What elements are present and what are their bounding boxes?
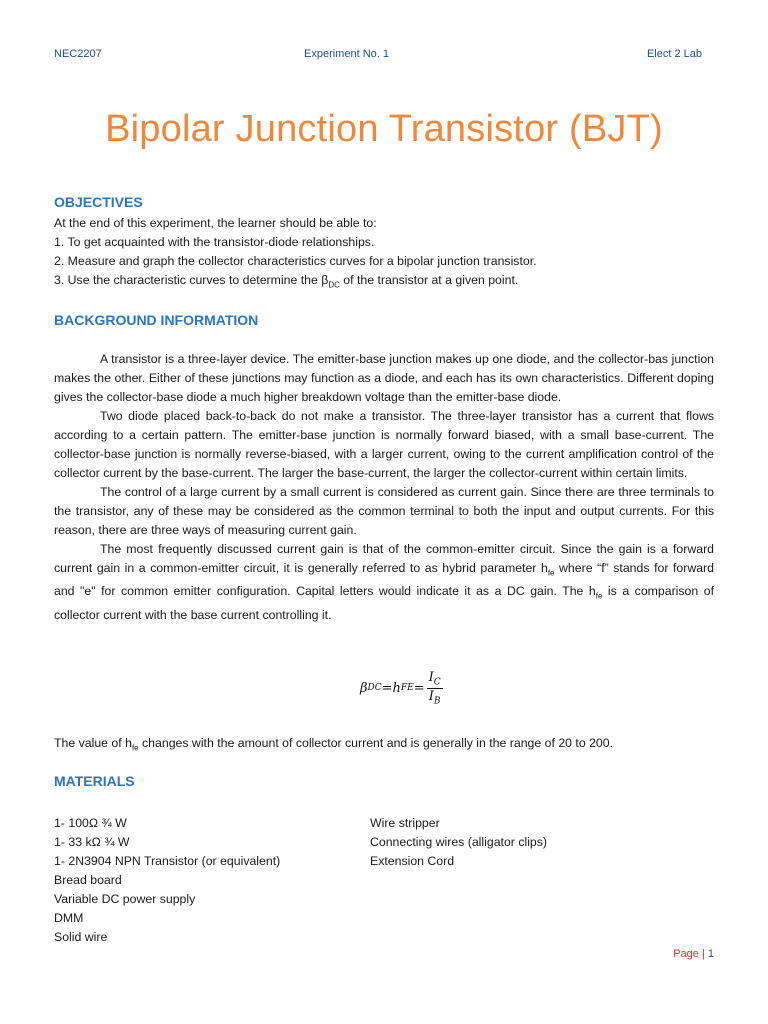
material-item: Connecting wires (alligator clips) [370, 835, 548, 849]
material-item: DMM [54, 911, 84, 925]
formula-equals-2: = [413, 680, 425, 696]
page-header [54, 48, 714, 64]
material-item: Bread board [54, 873, 122, 887]
hfe-range-text [54, 734, 714, 757]
beta-formula [360, 670, 443, 706]
hfe-subscript-2: fe [595, 591, 603, 601]
material-item: Extension Cord [370, 854, 455, 868]
hfe-subscript-3: fe [131, 743, 139, 753]
formula-h-subscript: FE [400, 683, 414, 694]
formula-numerator [427, 670, 443, 689]
materials-heading: MATERIALS [54, 773, 135, 789]
hfe-range-text-a: The value of h [54, 736, 132, 750]
formula-denominator [427, 689, 443, 707]
objective-item-2: 2. Measure and graph the collector characteristics curves for a bipolar junction transistor. [54, 254, 537, 268]
numerator-subscript: C [433, 677, 441, 688]
hfe-range-text-b: changes with the amount of collector current and is generally in the range of 20 to 200. [138, 736, 614, 750]
formula-equals-1: = [381, 680, 393, 696]
background-paragraph-2: Two diode placed back-to-back do not make a transistor. The three-layer transistor has a current that flows according to a certain pattern. The emitter-base junction is normally forward biased, with a small base-current. The collector-base junction is normally reverse-biased, with a larger current, owing to the current amplification control of the collector current by the base-current. The larger the base-current, the larger the collector-current within certain limits. [54, 409, 714, 480]
numerator-symbol: I [428, 670, 434, 685]
page-title: Bipolar Junction Transistor (BJT) [105, 108, 663, 150]
material-item: Variable DC power supply [54, 892, 196, 906]
hfe-subscript-1: fe [547, 568, 555, 578]
background-paragraph-4 [54, 540, 714, 625]
objective-item-3 [54, 271, 714, 294]
background-paragraph-1: A transistor is a three-layer device. The emitter-base junction makes up one diode, and the collector-bas junction makes the other. Either of these junctions may function as a diode, and each has its own characteristics. Different doping gives the collector-base diode a much higher breakdown voltage than the emitter-base diode. [54, 352, 714, 404]
header-course-code: NEC2207 [54, 48, 102, 60]
background-paragraph-4-a: The most frequently discussed current gain is that of the common-emitter circuit. Since the gain is a forward current gain in a common-emitter circuit, it is generally referred to as hybrid parameter h [54, 542, 714, 575]
materials-list-left [54, 814, 280, 947]
background-heading: BACKGROUND INFORMATION [54, 312, 259, 328]
background-paragraphs [54, 350, 714, 625]
header-experiment-number: Experiment No. 1 [304, 48, 389, 60]
formula-beta: β [360, 680, 368, 696]
footer-page-label: Page [673, 948, 699, 960]
background-paragraph-4-c: is a comparison of collector current with the base current controlling it. [54, 584, 715, 622]
footer-separator: | [701, 948, 705, 960]
footer-page-number: 1 [707, 948, 714, 960]
materials-list-right [370, 814, 547, 871]
formula-beta-subscript: DC [367, 683, 382, 694]
background-paragraph-4-b: where “f” stands for forward and "e" for common emitter configuration. Capital letters would indicate it as a DC gain. The h [54, 561, 714, 599]
objective-item-3-subscript: DC [328, 280, 340, 290]
material-item: Solid wire [54, 930, 108, 944]
objective-item-3-end: of the transistor at a given point. [339, 273, 519, 287]
background-paragraph-3: The control of a large current by a small current is considered as current gain. Since there are three terminals to the transistor, any of these may be considered as the common terminal to both the input and output currents. For this reason, there are three ways of measuring current gain. [54, 485, 714, 537]
material-item: 1- 100Ω ¾ W [54, 816, 127, 830]
material-item: 1- 33 kΩ ¾ W [54, 835, 130, 849]
denominator-subscript: B [433, 696, 441, 707]
material-item: 1- 2N3904 NPN Transistor (or equivalent) [54, 854, 281, 868]
objectives-list [54, 214, 714, 294]
page-footer [673, 948, 714, 960]
header-lab-name: Elect 2 Lab [646, 48, 702, 60]
objective-item-3-text: 3. Use the characteristic curves to determine the β [54, 273, 329, 287]
objectives-heading: OBJECTIVES [54, 194, 143, 210]
material-item: Wire stripper [370, 816, 440, 830]
formula-fraction [427, 670, 443, 706]
objectives-intro: At the end of this experiment, the learner should be able to: [54, 216, 377, 230]
denominator-symbol: I [428, 688, 434, 704]
formula-h: h [392, 680, 401, 696]
objective-item-1: 1. To get acquainted with the transistor-diode relationships. [54, 235, 375, 249]
